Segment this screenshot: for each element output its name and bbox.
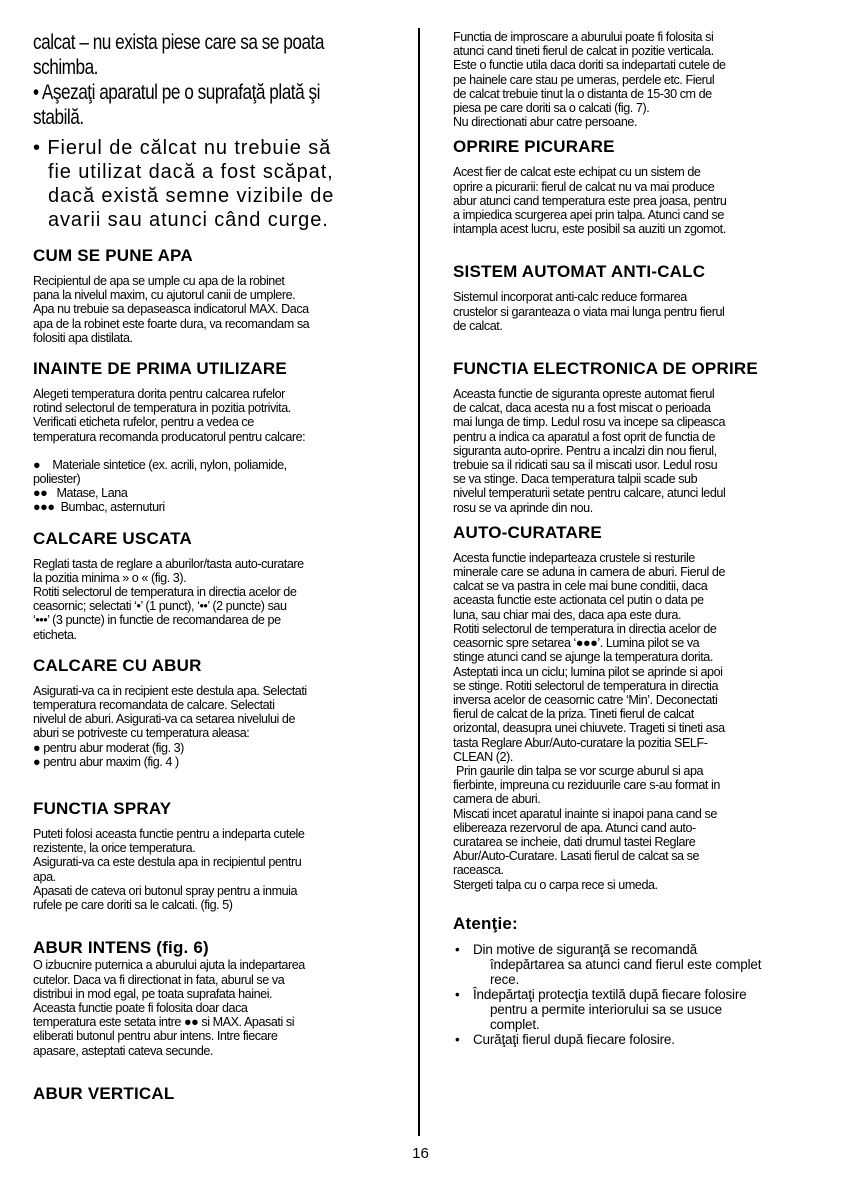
intro-line: calcat – nu exista piese care sa se poata (33, 31, 324, 54)
page-number: 16 (412, 1145, 429, 1162)
column-divider (418, 28, 420, 1136)
text-line: ceasornic spre setarea ‘●●●’. Lumina pilot se va (453, 636, 700, 651)
text-line: se va stinge. Daca temperatura talpii scade sub (453, 472, 698, 487)
text-line: de calcat trebuie tinut la o distanta de 15-30 cm de (453, 86, 712, 101)
section-heading: FUNCTIA ELECTRONICA DE OPRIRE (453, 359, 758, 379)
text-line: ‘•••’ (3 puncte) in functie de recomandarea de pe (33, 613, 281, 628)
text-line: camera de aburi. (453, 792, 541, 807)
text-line: fierbinte, impreuna cu reziduurile care s-au format in (453, 778, 720, 793)
text-line: de calcat. (453, 318, 503, 333)
text-line: Puteti folosi aceasta functie pentru a indeparta cutele (33, 827, 305, 842)
text-line: Acest fier de calcat este echipat cu un sistem de (453, 165, 701, 180)
list-item: • Curăţaţi fierul după fiecare folosire. (455, 1031, 675, 1047)
text-line: Apa nu trebuie sa depaseasca indicatorul MAX. Daca (33, 302, 309, 317)
section-heading: ABUR VERTICAL (33, 1083, 175, 1103)
text-line: pana la nivelul maxim, cu ajutorul canii de umplere. (33, 288, 296, 303)
text-line: minerale care se aduna in camera de aburi. Fierul de (453, 565, 726, 580)
text-line: rezistente, la orice temperatura. (33, 841, 196, 856)
intro-text (33, 30, 386, 130)
text-line: aceasta functie este actionata cel putin o data pe (453, 593, 704, 608)
text-line: Rotiti selectorul de temperatura in directia acelor de (453, 621, 717, 636)
intro-line: schimba. (33, 56, 98, 79)
section-heading: CALCARE USCATA (33, 528, 192, 548)
section-heading: CUM SE PUNE APA (33, 246, 193, 265)
text-line: inversa acelor de ceasornic catre ‘Min’. Deconectati (453, 692, 718, 707)
text-line: rufele pe care doriti sa le calcati. (fig. 5) (33, 898, 233, 913)
text-line: mai lunga de timp. Ledul rosu va incepe sa clipeasca (453, 415, 726, 430)
text-line: a impiedica scurgerea apei prin talpa. Atunci cand se (453, 208, 724, 223)
section-body (33, 958, 383, 1057)
attention-list (453, 942, 808, 1047)
list-item: • Din motive de siguranţă se recomandă îndepărtarea sa atunci cand fierul este complet rece. (455, 941, 762, 987)
bullet-icon: • (455, 986, 460, 1002)
bullet-icon: • (455, 1031, 460, 1047)
intro-bullet-line: stabilă. (33, 106, 84, 129)
text-line: Stergeti talpa cu o carpa rece si umeda. (453, 877, 658, 892)
text-line: Asteptati inca un ciclu; lumina pilot se aprinde si apoi (453, 664, 723, 679)
section-body (453, 290, 808, 333)
warning-line: fie utilizat dacă a fost scăpat, (48, 161, 334, 183)
text-line: calcat se va pastra in cele mai bune conditii, daca (453, 579, 708, 594)
warning-line: avarii sau atunci când curge. (48, 209, 329, 231)
list-item: • Îndepărtaţi protecţia textilă după fiecare folosire pentru a permite interiorului sa se usuce complet. (455, 986, 747, 1032)
section-heading: SISTEM AUTOMAT ANTI-CALC (453, 262, 706, 282)
text-line: siguranta auto-oprire. Pentru a incalzi din nou fierul, (453, 443, 717, 458)
text-line: de calcat, daca acesta nu a fost miscat o perioada (453, 401, 711, 416)
text-line: rotind selectorul de temperatura in pozitia potrivita. (33, 401, 291, 416)
text-line: oprire a picurarii: fierul de calcat nu va mai produce (453, 179, 715, 194)
text-line: Acesta functie indeparteaza crustele si resturile (453, 550, 695, 565)
text-line: pe hainele care stau pe umeras, perdele etc. Fierul (453, 72, 715, 87)
text-line: Alegeti temperatura dorita pentru calcarea rufelor (33, 387, 285, 402)
text-line: apasare, asteptati cateva secunde. (33, 1043, 214, 1058)
warning-block (33, 136, 383, 232)
text-line: Asigurati-va ca este destula apa in recipientul pentru (33, 855, 302, 870)
text-line: Functia de improscare a aburului poate fi folosita si (453, 30, 714, 44)
text-line: intampla acest lucru, este posibil sa auziti un zgomot. (453, 222, 726, 237)
text-line: pentru a indica ca aparatul a fost oprit de functia de (453, 429, 716, 444)
section-body (453, 30, 808, 129)
text-line: Reglati tasta de reglare a aburilor/tasta auto-curatare (33, 556, 304, 571)
text-line: luna, sau chiar mai des, daca apa este dura. (453, 607, 682, 622)
text-line: distribui in mod egal, pe toata suprafata hainei. (33, 986, 273, 1001)
section-body (453, 165, 808, 236)
section-heading: Atenţie: (453, 913, 518, 933)
text-line: O izbucnire puternica a aburului ajuta la indepartarea (33, 958, 305, 973)
section-body (33, 274, 383, 345)
text-line: Rotiti selectorul de temperatura in directia acelor de (33, 585, 297, 600)
section-heading: CALCARE CU ABUR (33, 655, 202, 675)
text-line: trebuie sa il ridicati sau sa il miscati usor. Ledul rosu (453, 458, 718, 473)
text-line: temperatura recomandata de calcare. Selectati (33, 698, 275, 713)
text-line: ceasornic; selectati ‘•’ (1 punct), ‘••’ (2 puncte) sau (33, 599, 287, 614)
text-line: apa. (33, 869, 56, 884)
text-line: elibereaza rezervorul de apa. Atunci cand auto- (453, 820, 696, 835)
text-line: temperatura recomanda producatorul pentru calcare: (33, 429, 306, 444)
warning-line: dacă există semne vizibile de (48, 185, 335, 207)
intro-bullet-line: • Aşezaţi aparatul pe o suprafaţă plată şi (33, 81, 320, 104)
text-line: nivelul de aburi. Asigurati-va ca setarea nivelului de (33, 712, 296, 727)
text-line: Nu directionati abur catre persoane. (453, 115, 638, 130)
text-line: Miscati incet aparatul inainte si inapoi pana cand se (453, 806, 717, 821)
text-line: tasta Reglare Abur/Auto-curatare la pozitia SELF- (453, 735, 708, 750)
text-line: stinge atunci cand se ajunge la temperatura dorita. (453, 650, 713, 665)
text-line: se stinge. Rotiti selectorul de temperatura in directia (453, 678, 719, 693)
list-item: ●● Matase, Lana (33, 486, 128, 501)
text-line: Sistemul incorporat anti-calc reduce formarea (453, 290, 687, 305)
text-line: raceasca. (453, 863, 504, 878)
text-line: Asigurati-va ca in recipient este destula apa. Selectati (33, 683, 307, 698)
text-line: nivelul temperaturii setate pentru calcare, atunci ledul (453, 486, 726, 501)
text-line: Aceasta functie poate fi folosita doar daca (33, 1000, 248, 1015)
text-line: Recipientul de apa se umple cu apa de la robinet (33, 274, 285, 288)
list-item: poliester) (33, 472, 81, 487)
text-line: orizontal, deasupra unei chiuvete. Trageti si tineti asa (453, 721, 725, 736)
text-line: rosu se va aprinde din nou. (453, 500, 593, 515)
text-line: CLEAN (2). (453, 749, 513, 764)
section-heading: ABUR INTENS (fig. 6) (33, 938, 209, 958)
text-line: Este o functie utila daca doriti sa indepartati cutele de (453, 58, 726, 73)
text-line: folositi apa distilata. (33, 330, 133, 345)
text-line: ● pentru abur maxim (fig. 4 ) (33, 754, 179, 769)
text-line: aburi se potriveste cu temperatura aleasa: (33, 726, 250, 741)
section-body (33, 684, 383, 769)
text-line: temperatura este setata intre ●● si MAX. Apasati si (33, 1015, 295, 1030)
section-body (33, 557, 383, 642)
text-line: abur atunci cand temperatura este prea joasa, pentru (453, 193, 727, 208)
text-line: Apasati de cateva ori butonul spray pentru a inmuia (33, 883, 298, 898)
section-heading: INAINTE DE PRIMA UTILIZARE (33, 359, 287, 379)
section-heading: OPRIRE PICURARE (453, 137, 615, 157)
warning-line: • Fierul de călcat nu trebuie să (33, 137, 332, 159)
section-body (453, 387, 808, 515)
bullet-icon: • (455, 941, 460, 957)
text-line: fierul de calcat de la priza. Tineti fierul de calcat (453, 707, 694, 722)
section-body (33, 827, 383, 912)
right-column (453, 30, 808, 1047)
text-line: crustelor si garanteaza o viata mai lunga pentru fierul (453, 304, 725, 319)
left-column (33, 30, 383, 1104)
section-heading: AUTO-CURATARE (453, 522, 602, 542)
text-line: la pozitia minima » o « (fig. 3). (33, 570, 187, 585)
list-item: ●●● Bumbac, asternuturi (33, 500, 165, 515)
list-item: ● Materiale sintetice (ex. acrili, nylon, poliamide, (33, 457, 287, 472)
text-line: eliberati butonul pentru abur intens. Intre fiecare (33, 1029, 278, 1044)
section-body (453, 551, 808, 892)
text-line: eticheta. (33, 627, 77, 642)
text-line: Abur/Auto-Curatare. Lasati fierul de calcat sa se (453, 849, 700, 864)
text-line: Verificati eticheta rufelor, pentru a vedea ce (33, 415, 254, 430)
text-line: Prin gaurile din talpa se vor scurge aburul si apa (453, 763, 704, 778)
text-line: cutelor. Daca va fi directionat in fata, aburul se va (33, 972, 285, 987)
text-line: ● pentru abur moderat (fig. 3) (33, 740, 184, 755)
section-heading: FUNCTIA SPRAY (33, 799, 172, 819)
text-line: curatarea se incheie, dati drumul tastei Reglare (453, 834, 696, 849)
text-line: piesa pe care doriti sa o calcati (fig. 7). (453, 101, 650, 116)
text-line: Aceasta functie de siguranta opreste automat fierul (453, 387, 715, 402)
text-line: apa de la robinet este foarte dura, va recomandam sa (33, 316, 310, 331)
section-body (33, 387, 383, 515)
text-line: atunci cand tineti fierul de calcat in pozitie verticala. (453, 44, 714, 59)
